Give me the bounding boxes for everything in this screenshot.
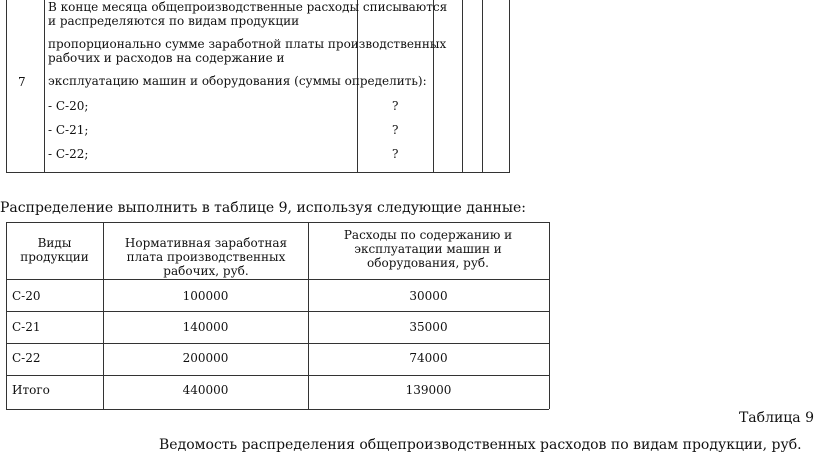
task-line: В конце месяца общепроизводственные расходы списываются — [48, 0, 448, 14]
data-table-border — [6, 409, 549, 410]
top-table-border — [6, 172, 510, 173]
table-cell: Итого — [12, 383, 50, 397]
top-table-border — [509, 0, 510, 172]
table-cell: С-20 — [12, 289, 41, 303]
table-cell: 100000 — [182, 289, 229, 303]
table-cell: 35000 — [409, 320, 448, 334]
data-table-border — [6, 311, 549, 312]
statement-title: Ведомость распределения общепроизводственных расходов по видам продукции, руб. — [159, 437, 802, 453]
task-line: - С-20; — [48, 99, 89, 113]
table-cell: С-22 — [12, 351, 41, 365]
table-cell: 74000 — [409, 351, 448, 365]
row-number: 7 — [18, 75, 26, 89]
data-table-border — [6, 343, 549, 344]
top-table-border — [433, 0, 434, 172]
answer-placeholder: ? — [392, 99, 399, 113]
task-line: - С-22; — [48, 147, 89, 161]
header-wages: Нормативная заработная плата производственных рабочих, руб. — [124, 236, 288, 278]
table-cell: С-21 — [12, 320, 41, 334]
table-cell: 139000 — [405, 383, 452, 397]
answer-placeholder: ? — [392, 123, 399, 137]
task-line: и распределяются по видам продукции — [48, 14, 300, 28]
header-machine-costs: Расходы по содержанию и эксплуатации машин и оборудования, руб. — [343, 228, 513, 270]
table-cell: 440000 — [182, 383, 229, 397]
top-table-border — [482, 0, 483, 172]
task-line: - С-21; — [48, 123, 89, 137]
top-table-border — [44, 0, 45, 172]
top-table-border — [462, 0, 463, 172]
data-table-border — [308, 222, 309, 409]
table-caption: Таблица 9 — [738, 410, 814, 426]
header-product-type: Виды продукции — [20, 236, 89, 264]
answer-placeholder: ? — [392, 147, 399, 161]
table-cell: 140000 — [182, 320, 229, 334]
data-table-border — [6, 375, 549, 376]
table-cell: 30000 — [409, 289, 448, 303]
data-table-border — [103, 222, 104, 409]
data-table-border — [6, 279, 549, 280]
instruction-text: Распределение выполнить в таблице 9, используя следующие данные: — [0, 200, 526, 216]
data-table-border — [549, 222, 550, 409]
task-line: эксплуатацию машин и оборудования (суммы определить): — [48, 74, 427, 88]
data-table-border — [6, 222, 549, 223]
table-cell: 200000 — [182, 351, 229, 365]
top-table-border — [6, 0, 7, 172]
task-line: пропорционально сумме заработной платы производственных — [48, 37, 447, 51]
task-line: рабочих и расходов на содержание и — [48, 51, 285, 65]
